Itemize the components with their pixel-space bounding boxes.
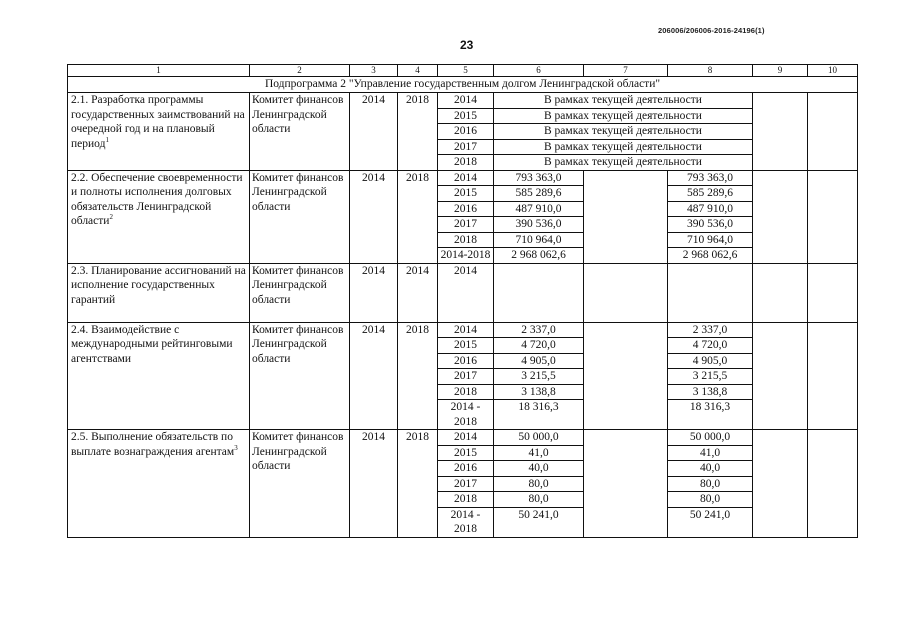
executor: Комитет финансов Ленинградской области xyxy=(250,170,350,263)
year-cell: 2016 xyxy=(438,461,494,477)
executor: Комитет финансов Ленинградской области xyxy=(250,430,350,538)
section-row xyxy=(68,77,858,93)
amount-cell: 80,0 xyxy=(668,492,753,508)
executor: Комитет финансов Ленинградской области xyxy=(250,263,350,322)
col-number: 2 xyxy=(250,65,350,77)
measure-name: 2.4. Взаимодействие с международными рейтинговыми агентствами xyxy=(68,322,250,430)
measure-name: 2.5. Выполнение обязательств по выплате вознаграждения агентам$^3$ xyxy=(68,430,250,538)
current-activity-note: В рамках текущей деятельности xyxy=(494,108,753,124)
empty-cell xyxy=(494,263,584,322)
amount-cell: 50 000,0 xyxy=(668,430,753,446)
year-cell: 2018 xyxy=(438,492,494,508)
year-cell: 2014 xyxy=(438,170,494,186)
table-row xyxy=(68,263,858,322)
col-number: 3 xyxy=(350,65,398,77)
current-activity-note: В рамках текущей деятельности xyxy=(494,124,753,140)
end-year: 2018 xyxy=(398,322,438,430)
year-cell: 2014 xyxy=(438,322,494,338)
col-number: 10 xyxy=(808,65,858,77)
executor: Комитет финансов Ленинградской области xyxy=(250,93,350,171)
executor: Комитет финансов Ленинградской области xyxy=(250,322,350,430)
amount-cell: 4 720,0 xyxy=(668,338,753,354)
amount-cell: 2 337,0 xyxy=(668,322,753,338)
year-cell: 2016 xyxy=(438,124,494,140)
empty-cell xyxy=(584,430,668,538)
year-range-cell: 2014 - 2018 xyxy=(438,507,494,537)
amount-cell: 487 910,0 xyxy=(494,201,584,217)
amount-cell: 80,0 xyxy=(494,492,584,508)
empty-cell xyxy=(584,263,668,322)
table-row xyxy=(68,170,858,186)
start-year: 2014 xyxy=(350,170,398,263)
end-year: 2018 xyxy=(398,93,438,171)
amount-cell: 3 138,8 xyxy=(668,384,753,400)
amount-cell: 3 215,5 xyxy=(668,369,753,385)
end-year: 2018 xyxy=(398,170,438,263)
start-year: 2014 xyxy=(350,93,398,171)
empty-cell xyxy=(753,170,808,263)
year-cell: 2018 xyxy=(438,232,494,248)
year-cell: 2014 xyxy=(438,263,494,322)
year-cell: 2015 xyxy=(438,108,494,124)
amount-cell: 80,0 xyxy=(668,476,753,492)
amount-cell: 4 905,0 xyxy=(494,353,584,369)
amount-cell: 793 363,0 xyxy=(668,170,753,186)
col-number: 5 xyxy=(438,65,494,77)
empty-cell xyxy=(808,170,858,263)
total-cell: 50 241,0 xyxy=(494,507,584,537)
year-cell: 2015 xyxy=(438,445,494,461)
year-cell: 2014 xyxy=(438,93,494,109)
year-cell: 2017 xyxy=(438,217,494,233)
total-cell: 50 241,0 xyxy=(668,507,753,537)
col-number: 7 xyxy=(584,65,668,77)
empty-cell xyxy=(584,170,668,263)
end-year: 2014 xyxy=(398,263,438,322)
col-number: 8 xyxy=(668,65,753,77)
col-number: 4 xyxy=(398,65,438,77)
start-year: 2014 xyxy=(350,322,398,430)
table-row xyxy=(68,430,858,446)
amount-cell: 390 536,0 xyxy=(668,217,753,233)
year-cell: 2014 xyxy=(438,430,494,446)
col-number: 6 xyxy=(494,65,584,77)
column-numbers-row xyxy=(68,65,858,77)
year-cell: 2015 xyxy=(438,186,494,202)
total-cell: 2 968 062,6 xyxy=(668,248,753,264)
year-cell: 2017 xyxy=(438,369,494,385)
amount-cell: 4 905,0 xyxy=(668,353,753,369)
year-cell: 2015 xyxy=(438,338,494,354)
amount-cell: 2 337,0 xyxy=(494,322,584,338)
empty-cell xyxy=(808,322,858,430)
amount-cell: 487 910,0 xyxy=(668,201,753,217)
year-range-cell: 2014-2018 xyxy=(438,248,494,264)
document-id: 206006/206006-2016-24196(1) xyxy=(658,26,765,35)
col-number: 1 xyxy=(68,65,250,77)
amount-cell: 80,0 xyxy=(494,476,584,492)
section-title: Подпрограмма 2 "Управление государственным долгом Ленинградской области" xyxy=(68,77,858,93)
amount-cell: 710 964,0 xyxy=(494,232,584,248)
empty-cell xyxy=(753,322,808,430)
amount-cell: 3 138,8 xyxy=(494,384,584,400)
year-cell: 2016 xyxy=(438,353,494,369)
empty-cell xyxy=(584,322,668,430)
year-range-cell: 2014 - 2018 xyxy=(438,400,494,430)
amount-cell: 40,0 xyxy=(668,461,753,477)
year-cell: 2017 xyxy=(438,476,494,492)
empty-cell xyxy=(808,430,858,538)
empty-cell xyxy=(668,263,753,322)
table-row xyxy=(68,93,858,109)
year-cell: 2017 xyxy=(438,139,494,155)
amount-cell: 793 363,0 xyxy=(494,170,584,186)
measure-name: 2.2. Обеспечение своевременности и полноты исполнения долговых обязательств Ленинградской области$^2$ xyxy=(68,170,250,263)
amount-cell: 40,0 xyxy=(494,461,584,477)
amount-cell: 710 964,0 xyxy=(668,232,753,248)
empty-cell xyxy=(808,93,858,171)
current-activity-note: В рамках текущей деятельности xyxy=(494,155,753,171)
page-number: 23 xyxy=(460,38,474,52)
amount-cell: 4 720,0 xyxy=(494,338,584,354)
current-activity-note: В рамках текущей деятельности xyxy=(494,139,753,155)
end-year: 2018 xyxy=(398,430,438,538)
year-cell: 2016 xyxy=(438,201,494,217)
total-cell: 2 968 062,6 xyxy=(494,248,584,264)
year-cell: 2018 xyxy=(438,384,494,400)
program-table xyxy=(67,64,858,538)
empty-cell xyxy=(753,263,808,322)
empty-cell xyxy=(753,93,808,171)
total-cell: 18 316,3 xyxy=(668,400,753,430)
amount-cell: 41,0 xyxy=(494,445,584,461)
start-year: 2014 xyxy=(350,430,398,538)
measure-name: 2.1. Разработка программы государственных заимствований на очередной год и на плановый период$^1$ xyxy=(68,93,250,171)
measure-name: 2.3. Планирование ассигнований на исполнение государственных гарантий xyxy=(68,263,250,322)
start-year: 2014 xyxy=(350,263,398,322)
amount-cell: 41,0 xyxy=(668,445,753,461)
amount-cell: 3 215,5 xyxy=(494,369,584,385)
amount-cell: 390 536,0 xyxy=(494,217,584,233)
table-row xyxy=(68,322,858,338)
current-activity-note: В рамках текущей деятельности xyxy=(494,93,753,109)
amount-cell: 50 000,0 xyxy=(494,430,584,446)
amount-cell: 585 289,6 xyxy=(668,186,753,202)
empty-cell xyxy=(753,430,808,538)
year-cell: 2018 xyxy=(438,155,494,171)
empty-cell xyxy=(808,263,858,322)
amount-cell: 585 289,6 xyxy=(494,186,584,202)
total-cell: 18 316,3 xyxy=(494,400,584,430)
col-number: 9 xyxy=(753,65,808,77)
